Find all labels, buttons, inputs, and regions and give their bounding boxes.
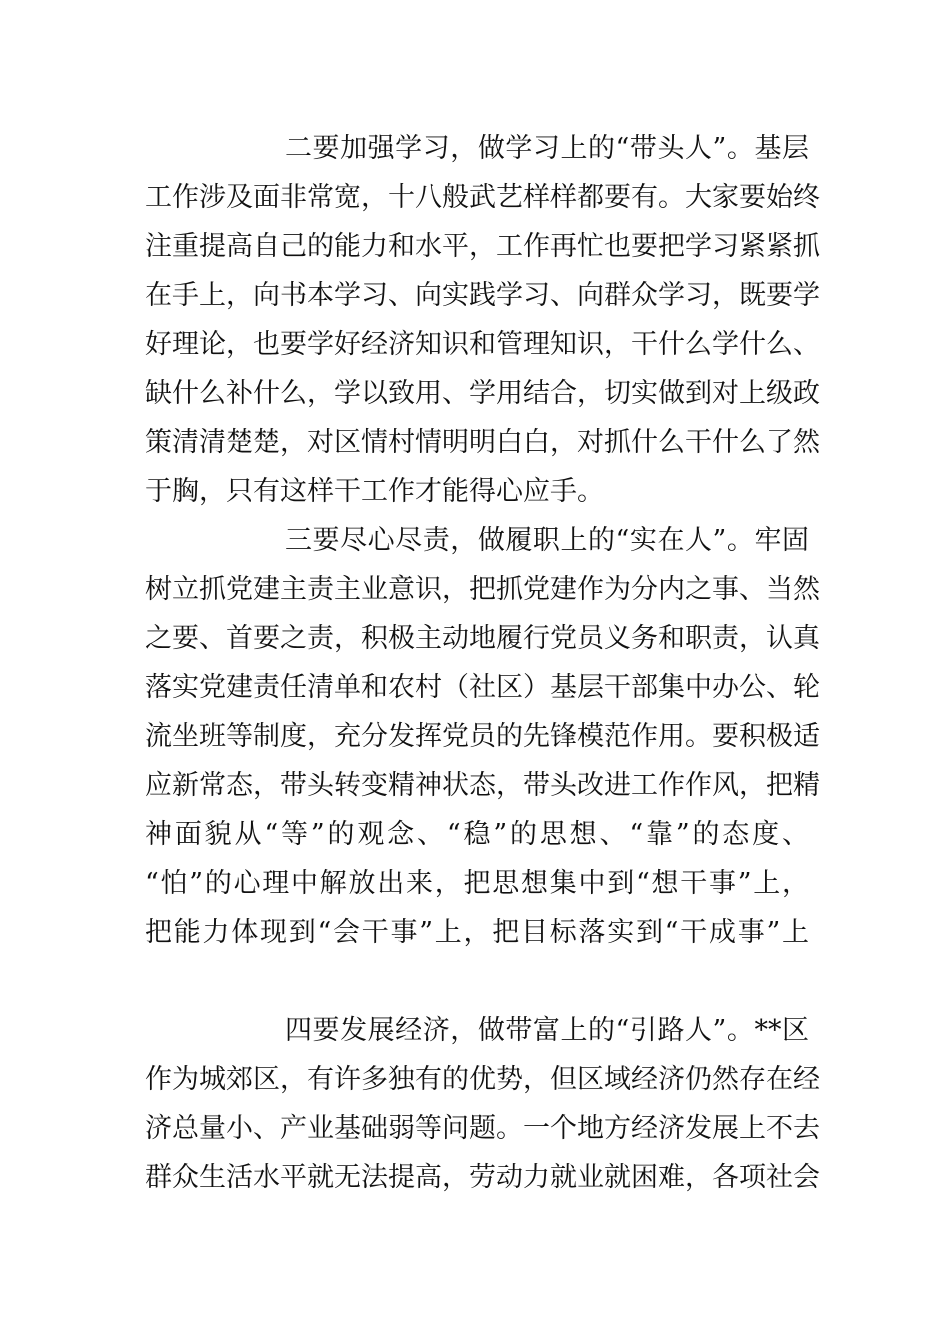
paragraph-line: 于胸，只有这样干工作才能得心应手。 xyxy=(145,476,604,507)
paragraph-line: 作为城郊区，有许多独有的优势，但区域经济仍然存在经 xyxy=(145,1064,820,1095)
paragraph-line: 济总量小、产业基础弱等问题。一个地方经济发展上不去 xyxy=(145,1113,820,1144)
paragraph-line: 群众生活水平就无法提高，劳动力就业就困难，各项社会 xyxy=(145,1162,820,1193)
paragraph-line: 四要发展经济，做带富上的“引路人”。**区 xyxy=(285,1015,809,1046)
paragraph-duty xyxy=(145,516,820,957)
paragraph-line: 树立抓党建主责主业意识，把抓党建作为分内之事、当然 xyxy=(145,574,820,605)
paragraph-economy xyxy=(145,1006,820,1202)
document-body xyxy=(145,124,820,1202)
paragraph-line: 在手上，向书本学习、向实践学习、向群众学习，既要学 xyxy=(145,280,820,311)
paragraph-spacer xyxy=(145,957,809,1006)
paragraph-line: “怕”的心理中解放出来，把思想集中到“想干事”上， xyxy=(145,868,809,899)
paragraph-line: 应新常态，带头转变精神状态，带头改进工作作风，把精 xyxy=(145,770,820,801)
paragraph-line: 策清清楚楚，对区情村情明明白白，对抓什么干什么了然 xyxy=(145,427,820,458)
paragraph-line: 之要、首要之责，积极主动地履行党员义务和职责，认真 xyxy=(145,623,820,654)
paragraph-line: 工作涉及面非常宽，十八般武艺样样都要有。大家要始终 xyxy=(145,182,820,213)
paragraph-line: 注重提高自己的能力和水平，工作再忙也要把学习紧紧抓 xyxy=(145,231,820,262)
paragraph-line: 缺什么补什么，学以致用、学用结合，切实做到对上级政 xyxy=(145,378,820,409)
paragraph-line: 落实党建责任清单和农村（社区）基层干部集中办公、轮 xyxy=(145,672,820,703)
paragraph-line: 好理论，也要学好经济知识和管理知识，干什么学什么、 xyxy=(145,329,820,360)
paragraph-line: 把能力体现到“会干事”上，把目标落实到“干成事”上 xyxy=(145,917,809,948)
paragraph-study xyxy=(145,124,820,516)
paragraph-line: 三要尽心尽责，做履职上的“实在人”。牢固 xyxy=(285,525,809,556)
paragraph-line: 二要加强学习，做学习上的“带头人”。基层 xyxy=(285,133,809,164)
paragraph-line: 神面貌从“等”的观念、“稳”的思想、“靠”的态度、 xyxy=(145,819,809,850)
paragraph-line: 流坐班等制度，充分发挥党员的先锋模范作用。要积极适 xyxy=(145,721,820,752)
